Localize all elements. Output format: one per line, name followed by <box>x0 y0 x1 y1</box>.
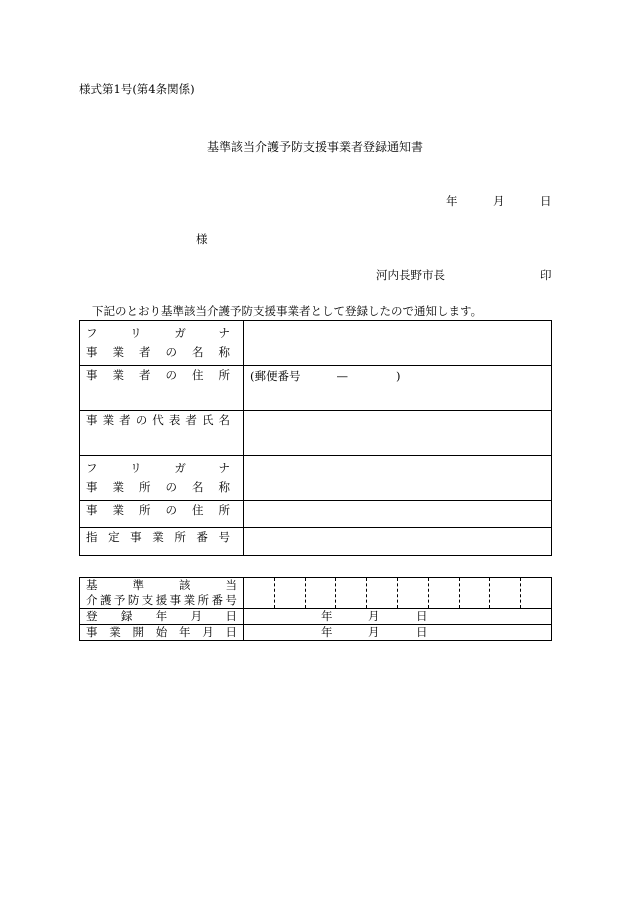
label-char: 基 <box>86 578 98 592</box>
label-char: 業 <box>109 625 121 639</box>
furigana-label <box>80 324 243 343</box>
label-char: 援 <box>155 593 168 607</box>
label-char: フ <box>86 461 98 475</box>
label-char: 表 <box>168 413 181 427</box>
label-char: 名 <box>192 345 204 359</box>
office-number-table <box>79 577 552 641</box>
addressee-suffix: 様 <box>196 232 208 246</box>
start-date-field[interactable] <box>244 625 552 641</box>
start-date-caption <box>80 625 243 640</box>
label-char: ナ <box>218 461 230 475</box>
digit-box[interactable] <box>306 578 337 608</box>
business-name-caption <box>80 343 243 362</box>
registration-date-field[interactable] <box>244 609 552 625</box>
label-char: 業 <box>102 413 115 427</box>
label-char: 事 <box>86 413 98 427</box>
label-char: 事 <box>86 345 98 359</box>
business-address-label <box>80 366 244 411</box>
label-char: 月 <box>190 609 203 623</box>
label-char: 所 <box>139 503 151 517</box>
label-char: 始 <box>155 625 168 639</box>
office-name-field[interactable] <box>244 456 552 501</box>
label-char: 住 <box>192 368 204 382</box>
office-address-label <box>80 501 244 528</box>
designated-number-caption <box>80 528 243 547</box>
label-char: 登 <box>86 609 98 623</box>
label-char: 名 <box>218 413 230 427</box>
label-char: 年 <box>155 609 168 623</box>
digit-box[interactable] <box>244 578 275 608</box>
label-char: 氏 <box>201 413 214 427</box>
label-char: 事 <box>86 625 98 639</box>
label-char: 事 <box>86 503 98 517</box>
office-number-label-line1 <box>80 578 243 593</box>
digit-box[interactable] <box>460 578 491 608</box>
registration-date-caption <box>80 609 243 624</box>
start-date-label <box>80 625 244 641</box>
label-char: 録 <box>120 609 133 623</box>
registration-table <box>79 320 552 556</box>
label-char: 事 <box>86 480 98 494</box>
label-char: 支 <box>141 593 154 607</box>
label-char: 護 <box>99 593 112 607</box>
label-char: 者 <box>139 345 151 359</box>
office-address-field[interactable] <box>244 501 552 528</box>
label-char: 住 <box>192 503 204 517</box>
document-title: 基準該当介護予防支援事業者登録通知書 <box>206 140 423 154</box>
office-name-label <box>80 456 244 501</box>
digit-box[interactable] <box>336 578 367 608</box>
office-name-caption <box>80 478 243 497</box>
business-name-label <box>80 321 244 366</box>
digit-box[interactable] <box>275 578 306 608</box>
label-char: 号 <box>218 530 230 544</box>
label-char: 所 <box>218 368 230 382</box>
label-char: の <box>165 345 177 359</box>
issuer: 河内長野市長 <box>376 268 445 282</box>
label-char: 業 <box>112 480 124 494</box>
label-char: 開 <box>132 625 144 639</box>
representative-field[interactable] <box>244 411 552 456</box>
label-char: 日 <box>225 609 237 623</box>
start-month: 月 <box>368 625 380 639</box>
label-char: 番 <box>196 530 208 544</box>
seal-mark: 印 <box>540 268 552 282</box>
label-char: 業 <box>112 503 124 517</box>
date-month: 月 <box>493 194 505 208</box>
label-char: の <box>165 368 177 382</box>
label-char: リ <box>130 461 142 475</box>
label-char: の <box>165 503 177 517</box>
office-address-caption <box>80 501 243 520</box>
label-char: 年 <box>179 625 191 639</box>
representative-label <box>80 411 244 456</box>
designated-number-label <box>80 528 244 556</box>
label-char: 業 <box>183 593 196 607</box>
office-number-digits[interactable] <box>244 578 552 609</box>
label-char: 指 <box>86 530 98 544</box>
label-char: 防 <box>127 593 140 607</box>
label-char: の <box>165 480 177 494</box>
label-char: 予 <box>113 593 126 607</box>
label-char: 業 <box>152 530 164 544</box>
label-char: 日 <box>225 625 237 639</box>
office-number-label-line2 <box>80 593 243 608</box>
business-address-caption <box>80 366 243 385</box>
date-day: 日 <box>540 194 552 208</box>
label-char: 者 <box>185 413 197 427</box>
registration-date-label <box>80 609 244 625</box>
intro-text: 下記のとおり基準該当介護予防支援事業者として登録したので通知します。 <box>92 304 483 318</box>
label-char: 号 <box>225 593 237 607</box>
label-char: 事 <box>130 530 142 544</box>
label-char: 介 <box>86 593 98 607</box>
form-number: 様式第1号(第4条関係) <box>79 82 195 96</box>
digit-box[interactable] <box>398 578 429 608</box>
postal-code-close: ) <box>396 369 401 383</box>
label-char: ナ <box>218 326 230 340</box>
label-char: 業 <box>112 345 124 359</box>
label-char: 者 <box>139 368 151 382</box>
date-year: 年 <box>446 194 458 208</box>
label-char: の <box>135 413 148 427</box>
digit-box[interactable] <box>490 578 521 608</box>
digit-box[interactable] <box>521 578 551 608</box>
office-furigana-label <box>80 459 243 478</box>
label-char: 称 <box>218 345 230 359</box>
registration-month: 月 <box>368 609 380 623</box>
start-day: 日 <box>416 625 428 639</box>
label-char: 所 <box>197 593 209 607</box>
business-name-field[interactable] <box>244 321 552 366</box>
label-char: 月 <box>202 625 214 639</box>
label-char: フ <box>86 326 98 340</box>
label-char: 者 <box>119 413 131 427</box>
label-char: 準 <box>132 578 144 592</box>
label-char: 定 <box>108 530 120 544</box>
designated-number-field[interactable] <box>244 528 552 556</box>
label-char: 事 <box>86 368 98 382</box>
label-char: 所 <box>174 530 186 544</box>
label-char: 当 <box>225 578 237 592</box>
registration-day: 日 <box>416 609 428 623</box>
label-char: 該 <box>179 578 191 592</box>
label-char: 番 <box>211 593 223 607</box>
label-char: ガ <box>174 326 186 340</box>
label-char: 業 <box>112 368 124 382</box>
postal-code-label: (郵便番号 <box>250 369 301 383</box>
digit-box[interactable] <box>367 578 398 608</box>
label-char: 称 <box>218 480 230 494</box>
registration-year: 年 <box>321 609 333 623</box>
label-char: リ <box>130 326 142 340</box>
label-char: 事 <box>169 593 182 607</box>
label-char: ガ <box>174 461 186 475</box>
label-char: 名 <box>192 480 204 494</box>
start-year: 年 <box>321 625 333 639</box>
label-char: 代 <box>152 413 164 427</box>
postal-code-dash: — <box>336 369 348 383</box>
digit-box[interactable] <box>429 578 460 608</box>
label-char: 所 <box>218 503 230 517</box>
office-number-label <box>80 578 244 609</box>
representative-caption <box>80 411 243 430</box>
label-char: 所 <box>139 480 151 494</box>
business-address-field[interactable] <box>244 366 552 411</box>
